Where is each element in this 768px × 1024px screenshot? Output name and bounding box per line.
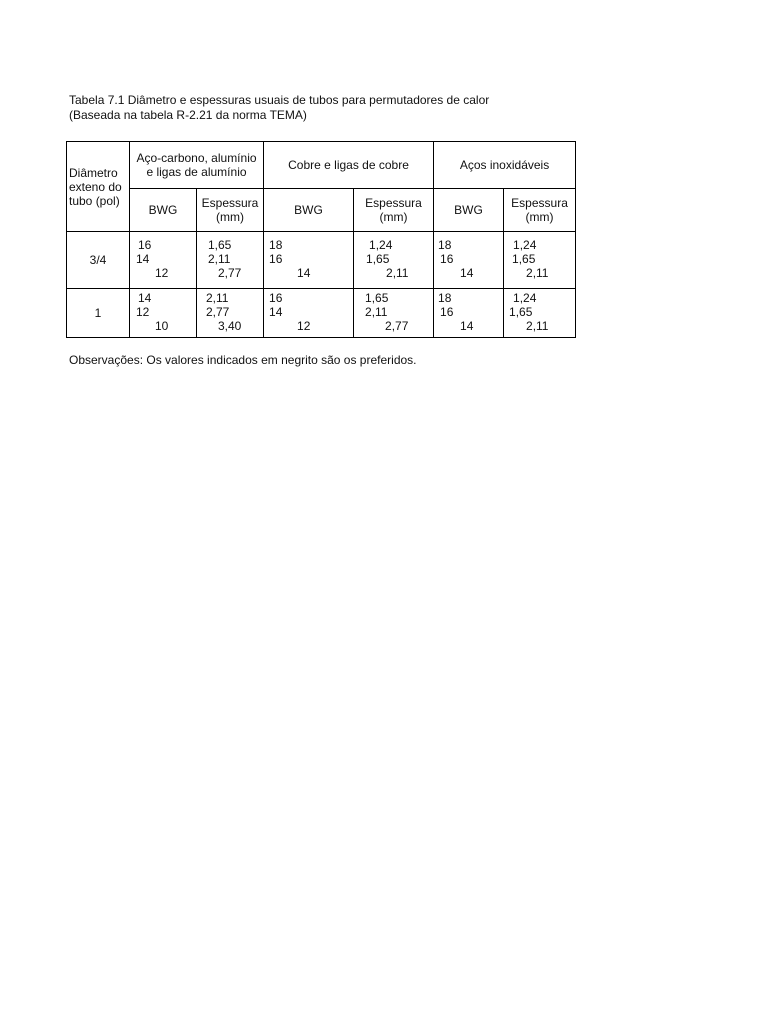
bwg-value: 14 [460,266,474,280]
thickness-value: 1,24 [513,238,537,252]
thickness-value: 2,11 [365,305,388,319]
bwg-value: 14 [460,319,474,333]
table-note: Observações: Os valores indicados em negrito são os preferidos. [69,353,417,367]
bwg-value: 16 [138,238,152,252]
thickness-value: 2,11 [208,252,231,266]
table-row [67,289,576,338]
bwg-value: 16 [440,252,454,266]
diameter-header-line: exteno do [69,179,122,194]
thickness-cell [504,289,576,338]
diameter-value: 1 [67,289,130,338]
thickness-value: 2,77 [385,319,409,333]
bwg-value: 12 [155,266,169,280]
bwg-header: BWG [130,188,197,231]
bwg-value: 14 [269,305,283,319]
thickness-header [197,188,264,231]
bwg-cell [434,289,504,338]
thickness-value: 1,65 [509,305,533,319]
thickness-value: 2,11 [526,319,549,333]
group-header-line: e ligas de alumínio [146,164,247,179]
caption-source: (Baseada na tabela R-2.21 da norma TEMA) [69,108,307,122]
thickness-header-line: Espessura [511,195,568,210]
thickness-value: 1,65 [365,291,389,305]
thickness-header-line: Espessura [365,195,422,210]
group-header-stainless [434,142,576,189]
thickness-header [354,188,434,231]
thickness-header [504,188,576,231]
bwg-value: 16 [269,291,283,305]
group-header-line: Aço-carbono, alumínio [136,150,257,165]
bwg-value: 18 [269,238,283,252]
thickness-header-line: (mm) [379,209,408,224]
bwg-value: 16 [440,305,454,319]
bwg-header: BWG [264,188,354,231]
bwg-value: 14 [138,291,152,305]
bwg-value: 18 [438,291,452,305]
diameter-header-line: Diâmetro [69,165,118,180]
thickness-value: 2,77 [206,305,230,319]
table-caption [69,93,489,123]
thickness-value: 3,40 [218,319,242,333]
table-row [67,232,576,289]
diameter-header-line: tubo (pol) [69,193,120,208]
thickness-header-line: Espessura [201,195,259,210]
thickness-header-line: (mm) [525,209,554,224]
thickness-value: 2,77 [218,266,242,280]
bwg-value: 14 [297,266,311,280]
thickness-value: 1,65 [512,252,536,266]
thickness-cell [504,232,576,289]
diameter-value: 3/4 [67,232,130,289]
bwg-cell [130,289,197,338]
bwg-value: 14 [136,252,150,266]
caption-title: Tabela 7.1 Diâmetro e espessuras usuais de tubos para permutadores de calor [69,93,490,107]
thickness-value: 2,11 [386,266,409,280]
thickness-value: 1,24 [513,291,537,305]
thickness-value: 1,65 [366,252,390,266]
thickness-cell [197,232,264,289]
bwg-value: 12 [136,305,150,319]
group-header-line: Cobre e ligas de cobre [288,157,409,172]
group-header-copper [264,142,434,189]
bwg-cell [264,232,354,289]
diameter-header [67,142,130,232]
tube-dimensions-table [66,141,576,338]
bwg-header: BWG [434,188,504,231]
thickness-value: 1,24 [369,238,393,252]
bwg-value: 12 [297,319,311,333]
thickness-cell [197,289,264,338]
thickness-cell [354,232,434,289]
thickness-cell [354,289,434,338]
bwg-cell [130,232,197,289]
bwg-value: 16 [269,252,283,266]
thickness-value: 2,11 [526,266,549,280]
thickness-header-line: (mm) [216,209,244,224]
bwg-cell [264,289,354,338]
thickness-value: 2,11 [206,291,229,305]
thickness-value: 1,65 [208,238,232,252]
group-header-line: Aços inoxidáveis [459,157,550,172]
group-header-carbon-steel [130,142,264,189]
bwg-value: 18 [438,238,452,252]
bwg-cell [434,232,504,289]
bwg-value: 10 [155,319,169,333]
